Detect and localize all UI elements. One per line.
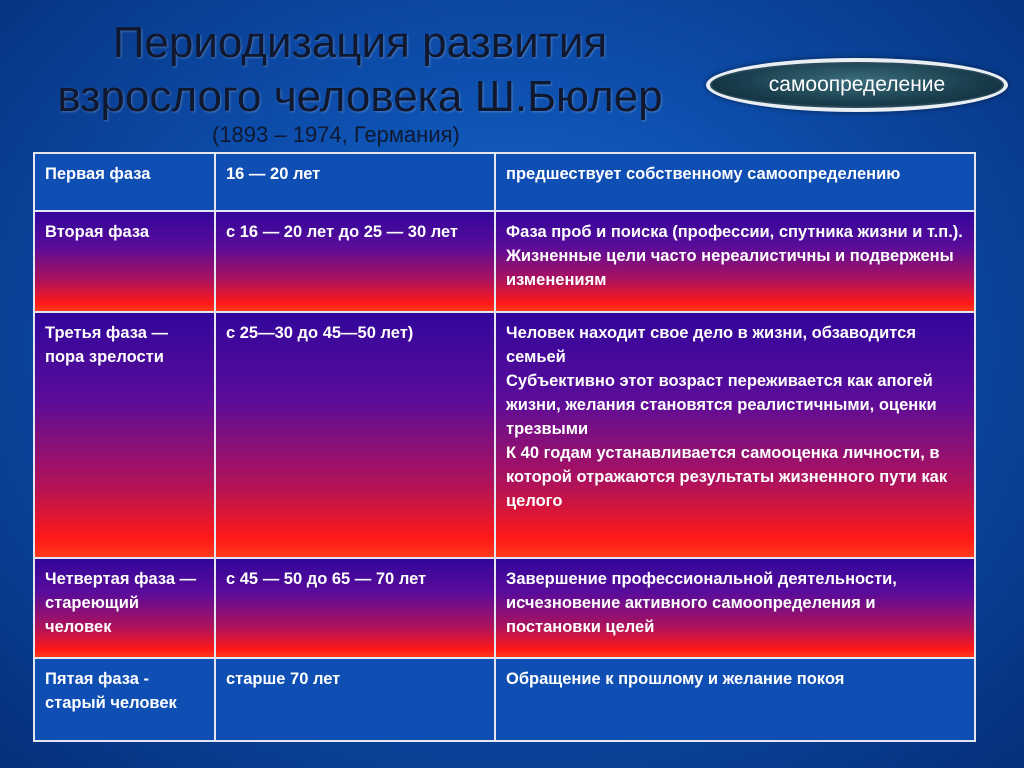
phase-cell: Вторая фаза [34,211,215,312]
description-line: Обращение к прошлому и желание покоя [506,670,845,688]
description-line: К 40 годам устанавливается самооценка личности, в которой отражаются результаты жизненного пути как целого [506,444,948,510]
table-row [34,658,975,741]
age-cell: с 45 — 50 до 65 — 70 лет [215,558,495,658]
phases-table [33,152,976,742]
badge-label: самоопределение [768,73,946,96]
phase-cell: Третья фаза — пора зрелости [34,312,215,558]
phase-cell: Первая фаза [34,153,215,211]
slide-subtitle: (1893 – 1974, Германия) [212,122,460,147]
title-line-1: Периодизация развития [112,18,608,67]
phase-cell: Четвертая фаза — стареющий человек [34,558,215,658]
age-cell: 16 — 20 лет [215,153,495,211]
description-line: предшествует собственному самоопределению [506,165,901,183]
age-cell: с 25—30 до 45—50 лет) [215,312,495,558]
phase-cell: Пятая фаза - старый человек [34,658,215,741]
title-line-2: взрослого человека Ш.Бюлер [57,72,663,121]
age-cell: старше 70 лет [215,658,495,741]
description-line: Фаза проб и поиска (профессии, спутника жизни и т.п.). Жизненные цели часто нереалистичны и подвержены изменениям [506,223,963,289]
self-determination-badge [706,58,1008,112]
description-cell [495,312,975,558]
slide-title [40,16,680,124]
table-row [34,153,975,211]
description-line: Завершение профессиональной деятельности, исчезновение активного самоопределения и постановки целей [506,570,897,636]
table-row [34,211,975,312]
description-cell [495,211,975,312]
description-line: Человек находит свое дело в жизни, обзаводится семьей [506,324,916,366]
age-cell: с 16 — 20 лет до 25 — 30 лет [215,211,495,312]
table-row [34,312,975,558]
description-cell [495,153,975,211]
description-line: Субъективно этот возраст переживается как апогей жизни, желания становятся реалистичными, оценки трезвыми [506,372,937,438]
table-row [34,558,975,658]
description-cell [495,658,975,741]
description-cell [495,558,975,658]
